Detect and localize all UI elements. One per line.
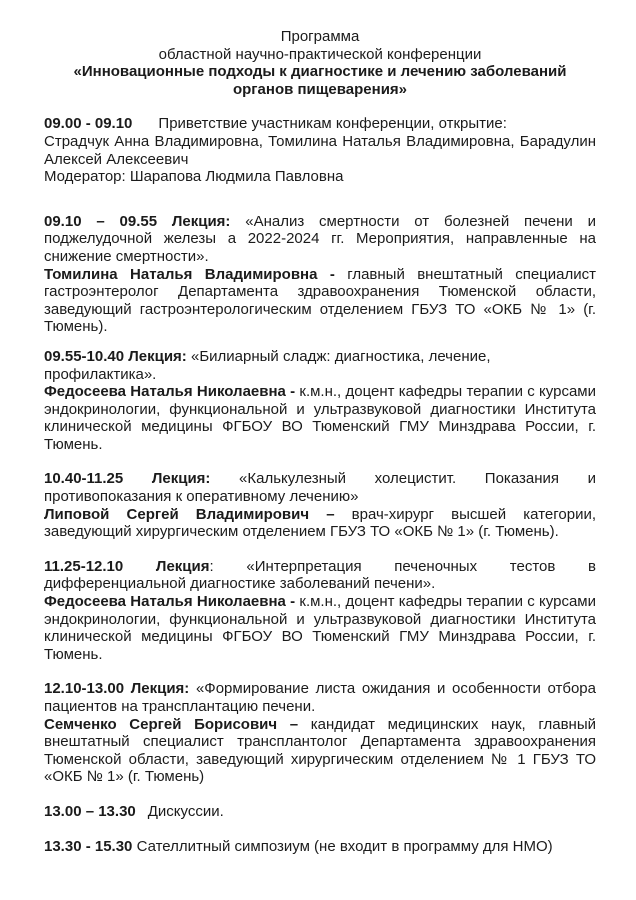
bold-text: 13.00 – 13.30 (44, 802, 136, 820)
program-block-lecture-0910 (44, 213, 596, 336)
paragraph (44, 506, 596, 541)
program-block-lecture-0955 (44, 348, 596, 454)
text: Страдчук Анна Владимировна, Томилина Наталья Владимировна, Барадулин Алексей Алексеевич (44, 132, 596, 168)
paragraph (44, 115, 596, 133)
paragraph (44, 168, 596, 186)
text: кандидат медицинских наук, главный внештатный специалист трансплантолог Департамента здравоохранения Тюменской области, заведующий хирургическим отделением № 1 ГБУЗ ТО «ОКБ № 1» (г. Тюмень) (44, 715, 596, 786)
tab-space (136, 815, 148, 816)
paragraph (44, 838, 596, 856)
text: к.м.н., доцент кафедры терапии с курсами эндокринологии, функциональной и ультразвуковой диагностики Института клинической медицины ФГБОУ ВО Тюменский ГМУ Минздрава России, г. Тюмень. (44, 383, 596, 453)
program-block-opening-0900 (44, 115, 596, 185)
bold-text: Федосеева Наталья Николаевна - (44, 593, 296, 611)
text: Сателлитный симпозиум (не входит в программу для НМО) (132, 837, 553, 855)
bold-text: 10.40-11.25 Лекция: (44, 470, 211, 488)
text: «Калькулезный холецистит. Показания и противопоказания к оперативному лечению» (44, 470, 596, 506)
text: «Формирование листа ожидания и особенности отбора пациентов на трансплантацию печени. (44, 680, 596, 715)
paragraph (44, 266, 596, 336)
text: «Анализ смертности от болезней печени и поджелудочной железы а 2022-2024 гг. Мероприятия, направленные на снижение смертности». (44, 212, 596, 265)
program-block-satellite-1330 (44, 838, 596, 856)
bold-text: 11.25-12.10 Лекция (44, 557, 210, 575)
text: главный внештатный специалист гастроэнтеролог Департамента здравоохранения Тюменской области, заведующий гастроэнтерологическим отделением ГБУЗ ТО «ОКБ № 1» (г. Тюмень). (44, 265, 597, 336)
text: Модератор: Шарапова Людмила Павловна (44, 168, 344, 186)
bold-text: Томилина Наталья Владимировна - (44, 265, 335, 283)
text: Дискуссии. (147, 802, 224, 820)
text: врач-хирург высшей категории, заведующий хирургическим отделением ГБУЗ ТО «ОКБ № 1» (г. Тюмень). (44, 505, 596, 541)
paragraph (44, 348, 596, 383)
bold-text: 13.30 - 15.30 (44, 837, 133, 855)
tab-space (132, 127, 158, 128)
bold-text: Семченко Сергей Борисович – (44, 715, 299, 733)
program-schedule (44, 115, 596, 855)
bold-text: 09.00 - 09.10 (44, 115, 133, 133)
document-title (44, 28, 596, 98)
paragraph (44, 716, 596, 786)
bold-text: Федосеева Наталья Николаевна - (44, 383, 296, 401)
program-block-discussion-1300 (44, 803, 596, 821)
program-block-lecture-1125 (44, 558, 596, 664)
paragraph (44, 558, 596, 593)
bold-text: 12.10-13.00 Лекция: (44, 680, 190, 698)
title-line-conference: областной научно-практической конференции (158, 45, 482, 63)
text: «Билиарный сладж: диагностика, лечение, (186, 347, 491, 365)
paragraph (44, 133, 596, 168)
paragraph (44, 803, 596, 821)
text: к.м.н., доцент кафедры терапии с курсами эндокринологии, функциональной и ультразвуковой диагностики Института клинической медицины ФГБОУ ВО Тюменский ГМУ Минздрава России, г. Тюмень. (44, 593, 596, 663)
paragraph (44, 213, 596, 266)
text: профилактика». (44, 365, 157, 383)
text: : «Интерпретация печеночных тестов в дифференциальной диагностике заболеваний печени». (44, 557, 596, 593)
title-line-topic: «Инновационные подходы к диагностике и лечению заболеваний органов пищеварения» (73, 63, 567, 98)
title-line-program: Программа (280, 28, 360, 45)
paragraph (44, 383, 596, 453)
bold-text: 09.55-10.40 Лекция: (44, 347, 187, 365)
paragraph (44, 470, 596, 505)
bold-text: 09.10 – 09.55 Лекция: (44, 212, 231, 230)
program-block-lecture-1210 (44, 680, 596, 786)
paragraph (44, 593, 596, 663)
paragraph (44, 680, 596, 715)
bold-text: Липовой Сергей Владимирович – (44, 505, 335, 523)
program-block-lecture-1040 (44, 470, 596, 540)
text: Приветствие участникам конференции, открытие: (158, 115, 507, 133)
